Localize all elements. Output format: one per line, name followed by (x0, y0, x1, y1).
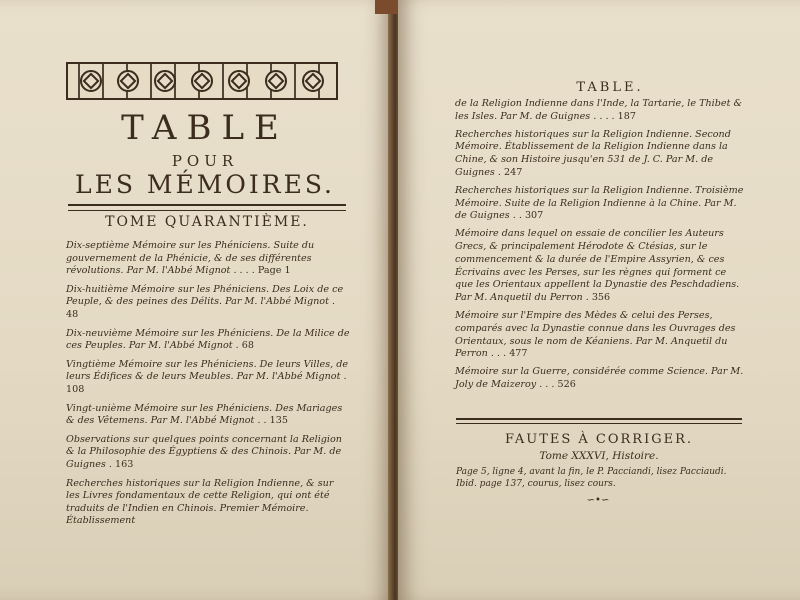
entry-text: Mémoire sur l'Empire des Mèdes & celui des Perses, comparés avec la Dynastie connue dans les Ouvrages des Orientaux, sous le nom de Kéaniens. Par M. Anquetil du Perron (455, 309, 736, 360)
list-item: Mémoire dans lequel on essaie de concilier les Auteurs Grecs, & principalement Hérodote & Ctésias, sur le commencement & la durée de l'Empire Assyrien, & ces Écrivains avec les Perses, sur les règnes qui forment ce que les Orientaux appellent la Dynastie des Peschdadiens. Par M. Anquetil du Perron . 356 (455, 228, 740, 304)
ornament-knot (154, 70, 176, 92)
ornament-knot (191, 70, 213, 92)
double-rule (456, 418, 742, 424)
entry-text: Recherches historiques sur la Religion Indienne. Troisième Mémoire. Suite de la Religion Indienne à la Chine. Par M. de Guignes (455, 184, 744, 222)
page-number: 187 (617, 110, 636, 122)
entry-text: Mémoire dans lequel on essaie de concilier les Auteurs Grecs, & principalement Hérodote & Ctésias, sur le commencement & la durée de l'Empire Assyrien, & ces Écrivains avec les Perses, sur les règnes qui forment ce que les Orientaux appellent la Dynastie des Peschdadiens. Par M. Anquetil du Perron (455, 228, 740, 304)
entry-text: Recherches historiques sur la Religion Indienne, & sur les Livres fondamentaux de cette Religion, qui ont été traduits de l'Indien en Chinois. Premier Mémoire. Établissement (66, 477, 334, 527)
entry-text: Recherches historiques sur la Religion Indienne. Second Mémoire. Établissement de la Religion Indienne dans la Chine, & son Histoire jusqu'en 531 de J. C. Par M. de Guignes (455, 128, 731, 178)
errata-title: FAUTES À CORRIGER. (504, 432, 694, 447)
page-number: 477 (509, 348, 528, 360)
right-entries-list (455, 98, 745, 397)
entry-text: Observations sur quelques points concernant la Religion & la Philosophie des Égyptiens & des Chinois. Par M. de Guignes (66, 433, 342, 470)
left-page (0, 0, 392, 600)
page-title: TABLE (121, 108, 289, 148)
list-item: Vingtième Mémoire sur les Phéniciens. De leurs Villes, de leurs Édifices & de leurs Meubles. Par M. l'Abbé Mignot . 108 (66, 358, 349, 395)
errata-list (456, 466, 742, 490)
page-number: 526 (557, 378, 576, 390)
page-number: 108 (66, 383, 85, 395)
list-item: Vingt-unième Mémoire sur les Phéniciens. Des Mariages & des Vêtemens. Par M. l'Abbé Mignot . . 135 (66, 402, 343, 427)
page-number: 247 (504, 166, 523, 178)
ornament-knot (228, 70, 250, 92)
entry-text: de la Religion Indienne dans l'Inde, la Tartarie, le Thibet & les Isles. Par M. de Guignes (455, 98, 743, 122)
errata-line: Page 5, ligne 4, avant la fin, le P. Pacciandi, lisez Pacciaudi. (456, 467, 727, 477)
page-number: Page 1 (257, 265, 291, 277)
list-item: Recherches historiques sur la Religion Indienne. Second Mémoire. Établissement de la Religion Indienne dans la Chine, & son Histoire jusqu'en 531 de J. C. Par M. de Guignes . 247 (455, 128, 731, 178)
ornament-knot (265, 70, 287, 92)
title-memoires: LES MÉMOIRES. (75, 170, 335, 199)
page-number: 48 (66, 308, 79, 320)
double-rule (68, 204, 346, 211)
list-item: de la Religion Indienne dans l'Inde, la Tartarie, le Thibet & les Isles. Par M. de Guignes . . . . 187 (455, 98, 743, 122)
page-number: 68 (241, 340, 254, 352)
tome-heading: TOME QUARANTIÈME. (105, 214, 309, 230)
ornament-knot (80, 70, 102, 92)
title-pour: POUR (171, 152, 239, 170)
list-item: Mémoire sur la Guerre, considérée comme Science. Par M. Joly de Maizeroy . . . 526 (455, 366, 744, 390)
entry-text: Dix-neuvième Mémoire sur les Phéniciens. De la Milice de ces Peuples. Par M. l'Abbé Mignot (66, 327, 350, 352)
errata-subtitle: Tome XXXVI, Histoire. (539, 450, 659, 462)
entry-text: Dix-septième Mémoire sur les Phéniciens. Suite du gouvernement de la Phénicie, & de ses différentes révolutions. Par M. l'Abbé Mignot (66, 240, 315, 277)
ornament-knot (302, 70, 324, 92)
list-item: Dix-neuvième Mémoire sur les Phéniciens. De la Milice de ces Peuples. Par M. l'Abbé Mignot . 68 (66, 327, 350, 352)
left-entries-list (66, 240, 350, 534)
entry-text: Vingt-unième Mémoire sur les Phéniciens. Des Mariages & des Vêtemens. Par M. l'Abbé Mignot (66, 402, 343, 427)
page-number: 135 (269, 415, 288, 427)
list-item: Recherches historiques sur la Religion Indienne. Troisième Mémoire. Suite de la Religion Indienne à la Chine. Par M. de Guignes . . 307 (455, 184, 744, 222)
page-number: 356 (591, 292, 611, 304)
page-number: 307 (524, 210, 544, 222)
list-item: Observations sur quelques points concernant la Religion & la Philosophie des Égyptiens & des Chinois. Par M. de Guignes . 163 (66, 433, 342, 470)
fleuron-ornament: ∽•∽ (586, 494, 610, 506)
list-item: Mémoire sur l'Empire des Mèdes & celui des Perses, comparés avec la Dynastie connue dans les Ouvrages des Orientaux, sous le nom de Kéaniens. Par M. Anquetil du Perron . . . 477 (455, 309, 736, 360)
running-head: TABLE. (576, 80, 644, 95)
ornament-knot (117, 70, 139, 92)
list-item (66, 478, 350, 528)
headpiece-ornament (66, 62, 338, 100)
errata-line: Ibid. page 137, courus, lisez cours. (456, 479, 616, 489)
page-number: 163 (115, 458, 134, 470)
list-item: Dix-huitième Mémoire sur les Phéniciens. Des Loix de ce Peuple, & des peines des Délits. Par M. l'Abbé Mignot . 48 (66, 283, 344, 320)
list-item: Dix-septième Mémoire sur les Phéniciens. Suite du gouvernement de la Phénicie, & de ses différentes révolutions. Par M. l'Abbé Mignot . . . . Page 1 (66, 240, 315, 277)
entry-text: Vingtième Mémoire sur les Phéniciens. De leurs Villes, de leurs Édifices & de leurs Meubles. Par M. l'Abbé Mignot (66, 358, 349, 383)
entry-text: Dix-huitième Mémoire sur les Phéniciens. Des Loix de ce Peuple, & des peines des Délits. Par M. l'Abbé Mignot (66, 283, 344, 308)
entry-text: Mémoire sur la Guerre, considérée comme Science. Par M. Joly de Maizeroy (455, 366, 744, 390)
